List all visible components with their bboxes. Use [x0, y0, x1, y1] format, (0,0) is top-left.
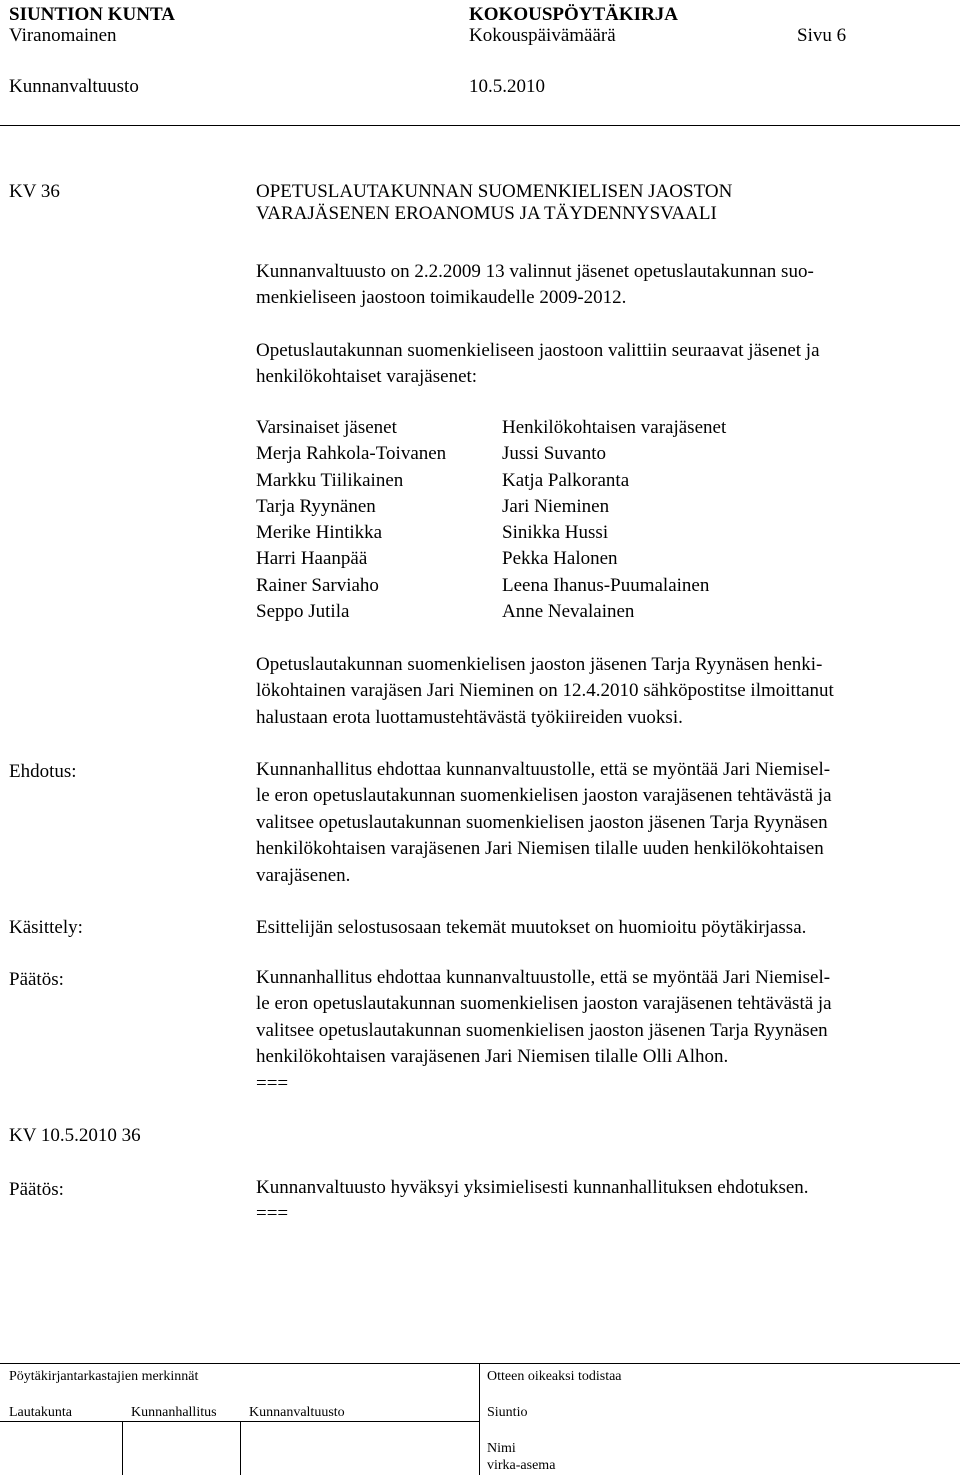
decision-label: Päätös:	[9, 969, 64, 990]
table-row	[256, 522, 726, 548]
col-kunnanhallitus: Kunnanhallitus	[131, 1405, 217, 1420]
table-row	[256, 548, 726, 574]
paragraph-line: Kunnanvaltuusto on 2.2.2009 13 valinnut jäsenet opetuslautakunnan suo-	[256, 261, 814, 282]
deputy-name: Anne Nevalainen	[502, 601, 635, 623]
footer-divider	[479, 1363, 480, 1475]
member-name: Rainer Sarviaho	[256, 574, 379, 596]
meeting-date: 10.5.2010	[469, 76, 545, 97]
paragraph-line: Kunnanhallitus ehdottaa kunnanvaltuustolle, että se myöntää Jari Niemisel-	[256, 759, 831, 780]
members-table-wrap	[256, 417, 726, 627]
member-name: Merja Rahkola-Toivanen	[256, 443, 447, 465]
proposal-paragraph	[256, 757, 946, 889]
section-title	[256, 181, 946, 225]
table-row	[256, 575, 726, 601]
end-marker: ===	[256, 1072, 289, 1094]
paragraph-line: halustaan erota luottamustehtävästä työkiireiden vuoksi.	[256, 706, 683, 728]
deputy-name: Jari Nieminen	[502, 495, 610, 517]
page-number: Sivu 6	[797, 25, 847, 46]
paragraph-line: henkilökohtaiset varajäsenet:	[256, 366, 478, 388]
position-label: virka-asema	[487, 1458, 556, 1473]
footer-top-line	[0, 1363, 960, 1364]
paragraph-line: menkieliseen jaostoon toimikaudelle 2009-2012.	[256, 287, 627, 309]
deputy-name: Sinikka Hussi	[502, 522, 609, 544]
elected-paragraph	[256, 338, 946, 391]
paragraph-line: Opetuslautakunnan suomenkieliseen jaostoon valittiin seuraavat jäsenet ja	[256, 340, 820, 361]
body-name: Kunnanvaltuusto	[9, 76, 139, 97]
table-header: Varsinaiset jäsenet	[256, 417, 397, 438]
org-name: SIUNTION KUNTA	[9, 4, 175, 25]
member-name: Harri Haanpää	[256, 548, 368, 570]
proposal-label: Ehdotus:	[9, 761, 77, 782]
final-decision-paragraph	[256, 1175, 946, 1228]
paragraph-line: henkilökohtaisen varajäsenen Jari Niemisen tilalle Olli Alhon.	[256, 1046, 729, 1068]
footer-col-divider	[240, 1421, 241, 1475]
table-row	[256, 470, 726, 496]
member-name: Seppo Jutila	[256, 601, 350, 623]
paragraph-line: le eron opetuslautakunnan suomenkielisen jaoston varajäsenen tehtävästä ja	[256, 785, 832, 807]
paragraph-line: Opetuslautakunnan suomenkielisen jaoston jäsenen Tarja Ryynäsen henki-	[256, 654, 823, 675]
section-title-line: OPETUSLAUTAKUNNAN SUOMENKIELISEN JAOSTON	[256, 181, 733, 202]
table-row	[256, 601, 726, 627]
handling-label: Käsittely:	[9, 917, 83, 938]
deputy-name: Leena Ihanus-Puumalainen	[502, 574, 710, 596]
checkers-label: Pöytäkirjantarkastajien merkinnät	[9, 1369, 199, 1384]
header-divider	[0, 125, 960, 126]
deputy-name: Pekka Halonen	[502, 548, 618, 570]
unit-name: Viranomainen	[9, 25, 117, 46]
final-decision-label: Päätös:	[9, 1179, 64, 1200]
decision-paragraph	[256, 965, 946, 1097]
paragraph-line: le eron opetuslautakunnan suomenkielisen jaoston varajäsenen tehtävästä ja	[256, 993, 832, 1015]
members-table	[256, 417, 726, 627]
certified-label: Otteen oikeaksi todistaa	[487, 1369, 622, 1384]
date-label: Kokouspäivämäärä	[469, 25, 616, 46]
table-header-row	[256, 417, 726, 443]
end-marker: ===	[256, 1203, 289, 1225]
member-name: Tarja Ryynänen	[256, 495, 376, 517]
place-name: Siuntio	[487, 1405, 528, 1420]
paragraph-line: henkilökohtaisen varajäsenen Jari Niemisen tilalle uuden henkilökohtaisen	[256, 838, 824, 860]
paragraph-line: varajäsenen.	[256, 864, 351, 886]
intro-paragraph	[256, 259, 946, 312]
paragraph-line: valitsee opetuslautakunnan suomenkielisen jaoston jäsenen Tarja Ryynäsen	[256, 1019, 828, 1041]
kv-reference: KV 10.5.2010 36	[9, 1125, 141, 1146]
paragraph-line: Kunnanvaltuusto hyväksyi yksimielisesti kunnanhallituksen ehdotuksen.	[256, 1177, 809, 1198]
name-label: Nimi	[487, 1441, 516, 1456]
section-title-line: VARAJÄSENEN EROANOMUS JA TÄYDENNYSVAALI	[256, 203, 717, 224]
handling-text: Esittelijän selostusosaan tekemät muutokset on huomioitu pöytäkirjassa.	[256, 917, 807, 938]
table-header: Henkilökohtaisen varajäsenet	[502, 417, 727, 438]
table-row	[256, 496, 726, 522]
deputy-name: Katja Palkoranta	[502, 469, 630, 491]
paragraph-line: lökohtainen varajäsen Jari Nieminen on 12.4.2010 sähköpostitse ilmoittanut	[256, 680, 834, 702]
paragraph-line: valitsee opetuslautakunnan suomenkielisen jaoston jäsenen Tarja Ryynäsen	[256, 811, 828, 833]
member-name: Merike Hintikka	[256, 522, 383, 544]
doc-type: KOKOUSPÖYTÄKIRJA	[469, 4, 679, 25]
section-number: KV 36	[9, 181, 60, 202]
col-kunnanvaltuusto: Kunnanvaltuusto	[249, 1405, 345, 1420]
resignation-paragraph	[256, 652, 946, 731]
col-lautakunta: Lautakunta	[9, 1405, 72, 1420]
deputy-name: Jussi Suvanto	[502, 443, 606, 465]
member-name: Markku Tiilikainen	[256, 469, 404, 491]
table-row	[256, 443, 726, 469]
footer-col-divider	[122, 1421, 123, 1475]
paragraph-line: Kunnanhallitus ehdottaa kunnanvaltuustolle, että se myöntää Jari Niemisel-	[256, 967, 831, 988]
